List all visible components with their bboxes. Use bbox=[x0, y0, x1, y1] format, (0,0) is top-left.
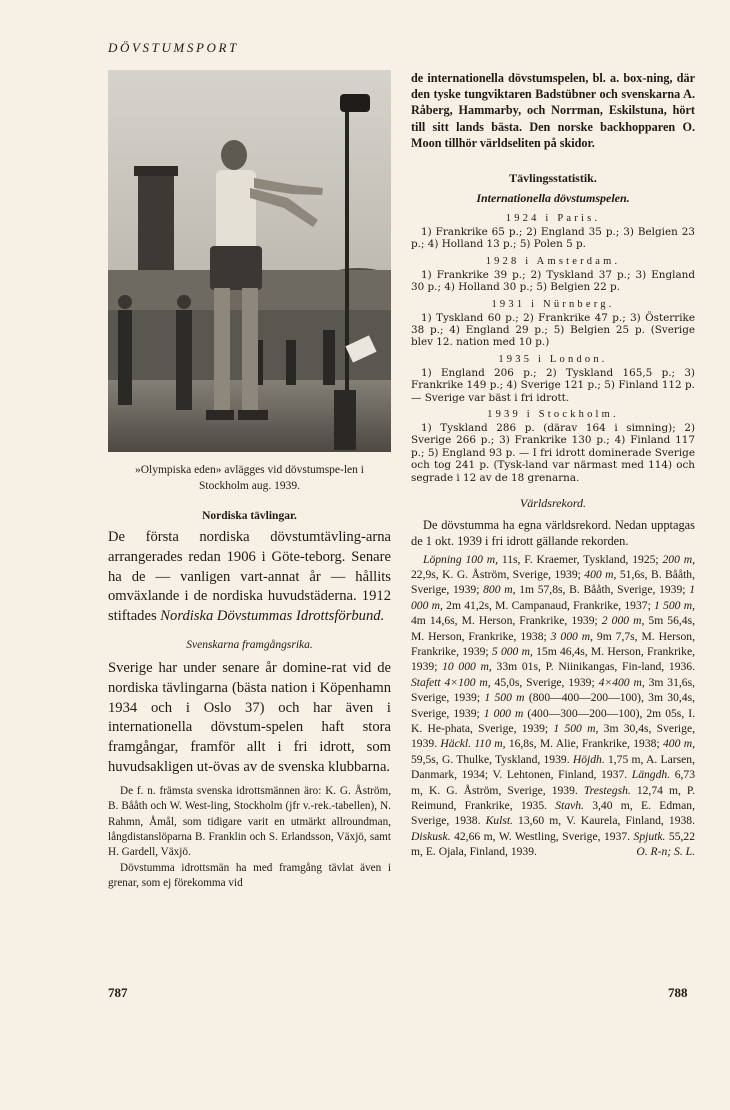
photo-caption: »Olympiska eden» avlägges vid dövstumspe-len i Stockholm aug. 1939. bbox=[134, 464, 364, 492]
record-event: Löpning 100 m, bbox=[423, 552, 499, 566]
record-result: 3,40 m, E. Edman, Sverige, 1938. bbox=[411, 799, 695, 828]
record-event: 200 m, bbox=[662, 552, 695, 566]
right-column bbox=[411, 70, 695, 860]
record-event: 1 500 m, bbox=[553, 721, 599, 735]
stats-title: Tävlingsstatistik. bbox=[509, 171, 597, 186]
record-result: 42,66 m, W. Westling, Sverige, 1937. bbox=[450, 829, 634, 843]
record-result: 13,60 m, V. Kaurela, Finland, 1938. bbox=[512, 814, 695, 828]
games-results: 1) Frankrike 65 p.; 2) England 35 p.; 3) Belgien 23 p.; 4) Holland 13 p.; 5) Polen 5 p. bbox=[411, 226, 695, 251]
record-event: 1 500 m bbox=[484, 691, 525, 705]
page-number-right: 788 bbox=[668, 985, 688, 1000]
record-event: Spjutk. bbox=[633, 829, 666, 843]
record-event: 800 m, bbox=[483, 583, 516, 597]
record-result: 3m 30,4s, Sverige, 1939. bbox=[411, 721, 695, 751]
record-result: 6,73 m, K. G. Åström, Sverige, 1939. bbox=[411, 768, 696, 797]
record-event: Stavh. bbox=[555, 799, 584, 813]
record-event: Trestegsh. bbox=[583, 783, 631, 797]
records-intro: De dövstumma ha egna världsrekord. Nedan upptagas de 1 okt. 1939 i fri idrott gällande rekorden. bbox=[411, 518, 695, 549]
paragraph-other-sports: Dövstumma idrottsmän ha med framgång tävlat även i grenar, som ej förekomma vid bbox=[108, 861, 391, 890]
games-heading: 1924 i Paris. bbox=[505, 213, 601, 225]
games-heading: 1939 i Stockholm. bbox=[487, 409, 619, 421]
record-event: Höjdh. bbox=[572, 752, 605, 766]
record-result: (800—400—200—100), 3m 30,4s, Sverige, 1939; bbox=[411, 691, 695, 720]
games-results: 1) Tyskland 60 p.; 2) Frankrike 47 p.; 3) Österrike 38 p.; 4) England 29 p.; 5) Belgien 25 p. (Sverige blev 12. nation med 10 p.) bbox=[411, 311, 695, 349]
record-event: 1 500 m, bbox=[654, 598, 696, 612]
paragraph-boxing-skiing: de internationella dövstumspelen, bl. a. box-ning, där den tyske tungviktaren Badstübner och svenskarna A. Råberg, Hammarby, och Norrman, Eskilstuna, hört till sitt lands bästa. Den norske backhopparen O. Moon tillhör världseliten på skidor. bbox=[411, 71, 695, 150]
record-result: 45,0s, Sverige, 1939; bbox=[490, 675, 599, 689]
games-results: 1) Frankrike 39 p.; 2) Tyskland 37 p.; 3) England 30 p.; 4) Holland 30 p.; 5) Belgien 22 p. bbox=[411, 268, 695, 294]
games-heading: 1931 i Nürnberg. bbox=[491, 298, 615, 310]
record-result: 3m 31,6s, Sverige, 1939; bbox=[411, 675, 695, 705]
stats-subtitle: Internationella dövstumspelen. bbox=[476, 191, 630, 206]
paragraph-top-athletes: De f. n. främsta svenska idrottsmännen äro: K. G. Åström, B. Bååth och W. West-ling, Stockholm (jfr v.-rek.-tabellen), N. Rahmn, Åmål, som tidigare varit en utmärkt allroundman, långdistanslöparna B. Franklin och S. Erlandsson, Växjö, samt H. Gardell, Växjö. bbox=[108, 784, 391, 859]
record-event: 400 m, bbox=[584, 567, 617, 581]
record-result: 11s, F. Kraemer, Tyskland, 1925; bbox=[498, 552, 663, 566]
record-result: 12,74 m, P. Reimund, Frankrike, 1935. bbox=[411, 783, 695, 813]
paragraph-nordic-history-text: De första nordiska dövstumtävling-arna arrangerades redan 1906 i Göte-teborg. Senare ha de — vanligen vart-annat år — hållits omväxlande i de nordiska huvudstäderna. 1912 stiftades bbox=[108, 529, 391, 625]
record-event: 1 000 m, bbox=[411, 583, 695, 612]
record-result: (400—300—200—100), 2m 05s, I. K. He-phata, Sverige, 1939; bbox=[411, 706, 695, 735]
records-list bbox=[411, 552, 695, 860]
record-result: 16,8s, M. Alie, Frankrike, 1938; bbox=[505, 737, 663, 751]
record-result: 22,9s, K. G. Åström, Sverige, 1939; bbox=[411, 567, 585, 581]
author-signature: O. R-n; S. L. bbox=[636, 845, 695, 859]
record-event: 10 000 m, bbox=[442, 660, 492, 674]
record-event: 2 000 m, bbox=[601, 614, 645, 628]
record-result: 2m 41,2s, M. Campanaud, Frankrike, 1937; bbox=[442, 598, 655, 612]
record-event: 1 000 m bbox=[483, 706, 524, 720]
record-result: 1m 57,8s, B. Bååth, Sverige, 1939; bbox=[515, 583, 690, 597]
record-event: 3 000 m, bbox=[550, 629, 593, 643]
games-results: 1) Tyskland 286 p. (därav 164 i simning); 2) Sverige 266 p.; 3) Frankrike 130 p.; 4) Finland 117 p.; 5) England 93 p. — I fri idrott dominerade Sverige och tog 241 p. (Tysk-land var närmast med 114) och segrade i 12 av de 18 grenarna. bbox=[411, 422, 695, 484]
record-result: 9m 7,7s, M. Herson, Frankrike, 1939; bbox=[411, 629, 695, 658]
record-result: 51,6s, B. Bååth, Sverige, 1939; bbox=[411, 567, 695, 597]
record-result: 59,5s, G. Thulke, Tyskland, 1939. bbox=[411, 752, 573, 766]
photo-illustration bbox=[108, 70, 391, 452]
record-event: Stafett 4×100 m, bbox=[411, 675, 491, 689]
record-event: 400 m, bbox=[663, 737, 695, 751]
record-event: Längdh. bbox=[631, 768, 671, 782]
record-event: 5 000 m, bbox=[491, 644, 533, 658]
record-result: 33m 01s, P. Niinikangas, Fin-land, 1936. bbox=[491, 660, 695, 674]
record-event: Häckl. 110 m, bbox=[440, 737, 506, 751]
section-heading-nordic: Nordiska tävlingar. bbox=[202, 510, 297, 522]
record-result: 5m 56,4s, M. Herson, Frankrike, 1938; bbox=[411, 614, 695, 643]
subheading-swedes: Svenskarna framgångsrika. bbox=[186, 638, 313, 651]
games-results: 1) England 206 p.; 2) Tyskland 165,5 p.; 3) Frankrike 149 p.; 4) Sverige 121 p.; 5) Finland 112 p. — Sverige var bäst i fri idrott. bbox=[411, 366, 695, 404]
paragraph-sweden-success: Sverige har under senare år domine-rat vid de nordiska tävlingarna (bästa nation i Köpenhamn 1934 och i Oslo 37) och har även i internationella dövstum-spelen haft stora framgångar, framför allt i fri idrott, som huvudsakligen ut-övas av de svenska klubbarna. bbox=[108, 659, 391, 775]
record-result: 4m 14,6s, M. Herson, Frankrike, 1939; bbox=[411, 614, 602, 628]
record-result: 1,75 m, A. Larsen, Danmark, 1934; V. Lehtonen, Finland, 1937. bbox=[411, 752, 695, 782]
games-heading: 1928 i Amsterdam. bbox=[485, 255, 621, 267]
federation-name: Nordiska Dövstummas Idrottsförbund. bbox=[160, 608, 385, 625]
record-result: 15m 46,4s, M. Herson, Frankrike, 1939; bbox=[411, 644, 695, 674]
running-header: DÖVSTUMSPORT bbox=[108, 40, 239, 55]
games-heading: 1935 i London. bbox=[498, 353, 608, 365]
paragraph-nordic-history bbox=[108, 528, 391, 627]
records-heading: Världsrekord. bbox=[519, 496, 587, 511]
left-column bbox=[108, 70, 391, 892]
page-number-left: 787 bbox=[108, 985, 128, 1000]
record-event: Kulst. bbox=[485, 814, 513, 828]
photo-olympic-oath bbox=[108, 70, 391, 452]
record-event: 4×400 m, bbox=[598, 675, 645, 689]
record-event: Diskusk. bbox=[411, 829, 451, 843]
record-result: 55,22 m, E. Ojala, Finland, 1939. bbox=[411, 829, 695, 859]
